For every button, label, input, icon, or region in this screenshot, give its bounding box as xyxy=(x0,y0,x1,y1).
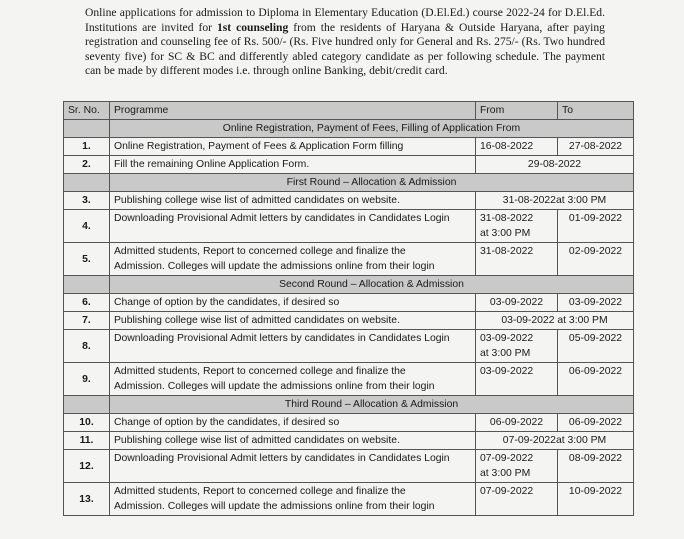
table-row xyxy=(64,414,634,432)
row-sno: 5. xyxy=(64,243,110,276)
row-from-date: 03-09-2022 xyxy=(480,333,534,344)
table-row xyxy=(64,243,634,276)
row-from-date: 31-08-2022 xyxy=(480,213,534,224)
row-from: 31-08-2022 xyxy=(476,243,558,276)
row-programme: Publishing college wise list of admitted candidates on website. xyxy=(110,192,476,210)
row-from-time: at 3:00 PM xyxy=(480,468,531,479)
row-programme: Change of option by the candidates, if desired so xyxy=(110,414,476,432)
intro-paragraph xyxy=(85,6,605,79)
schedule-table xyxy=(63,101,634,516)
row-text-line1: Admitted students, Report to concerned college and finalize the xyxy=(114,486,406,497)
section-row-registration xyxy=(64,120,634,138)
row-from xyxy=(476,330,558,363)
row-programme xyxy=(110,363,476,396)
row-sno: 8. xyxy=(64,330,110,363)
row-programme xyxy=(110,243,476,276)
row-to: 06-09-2022 xyxy=(558,363,634,396)
row-date: 31-08-2022at 3:00 PM xyxy=(476,192,634,210)
row-from: 07-09-2022 xyxy=(476,483,558,516)
row-to: 27-08-2022 xyxy=(558,138,634,156)
row-from xyxy=(476,210,558,243)
table-row xyxy=(64,483,634,516)
row-programme: Downloading Provisional Admit letters by candidates in Candidates Login xyxy=(110,330,476,363)
row-sno: 7. xyxy=(64,312,110,330)
row-programme: Downloading Provisional Admit letters by candidates in Candidates Login xyxy=(110,210,476,243)
row-programme: Fill the remaining Online Application Form. xyxy=(110,156,476,174)
row-sno: 13. xyxy=(64,483,110,516)
row-text-line2: Admission. Colleges will update the admissions online from their login xyxy=(114,501,435,512)
row-from: 16-08-2022 xyxy=(476,138,558,156)
row-sno: 4. xyxy=(64,210,110,243)
row-programme: Change of option by the candidates, if desired so xyxy=(110,294,476,312)
section-row-round2 xyxy=(64,276,634,294)
row-to: 05-09-2022 xyxy=(558,330,634,363)
row-sno: 3. xyxy=(64,192,110,210)
row-text-line2: Admission. Colleges will update the admissions online from their login xyxy=(114,381,435,392)
row-sno: 9. xyxy=(64,363,110,396)
section-row-round1 xyxy=(64,174,634,192)
header-sno: Sr. No. xyxy=(64,102,110,120)
row-programme: Downloading Provisional Admit letters by candidates in Candidates Login xyxy=(110,450,476,483)
table-row xyxy=(64,450,634,483)
table-row xyxy=(64,330,634,363)
intro-text-1: Online applications for admission to Diploma in Elementary Education (D.El.Ed.) course 2022-24 for D.El.Ed. Institutions are invited for xyxy=(85,6,605,34)
section-row-round3 xyxy=(64,396,634,414)
header-to: To xyxy=(558,102,634,120)
table-row xyxy=(64,363,634,396)
row-sno: 12. xyxy=(64,450,110,483)
table-row xyxy=(64,192,634,210)
table-row xyxy=(64,294,634,312)
section-title: Third Round – Allocation & Admission xyxy=(110,396,634,414)
row-text-line1: Admitted students, Report to concerned college and finalize the xyxy=(114,246,406,257)
row-programme xyxy=(110,483,476,516)
row-to: 03-09-2022 xyxy=(558,294,634,312)
row-from: 03-09-2022 xyxy=(476,363,558,396)
intro-bold-counseling: 1st counseling xyxy=(216,20,289,34)
row-sno: 10. xyxy=(64,414,110,432)
table-header-row xyxy=(64,102,634,120)
row-from-time: at 3:00 PM xyxy=(480,228,531,239)
header-from: From xyxy=(476,102,558,120)
row-to: 08-09-2022 xyxy=(558,450,634,483)
row-text-line2: Admission. Colleges will update the admissions online from their login xyxy=(114,261,435,272)
row-date: 03-09-2022 at 3:00 PM xyxy=(476,312,634,330)
table-row xyxy=(64,138,634,156)
table-row xyxy=(64,210,634,243)
section-title: Online Registration, Payment of Fees, Filling of Application From xyxy=(110,120,634,138)
table-row xyxy=(64,432,634,450)
row-programme: Online Registration, Payment of Fees & Application Form filling xyxy=(110,138,476,156)
row-sno: 1. xyxy=(64,138,110,156)
row-to: 01-09-2022 xyxy=(558,210,634,243)
row-sno: 2. xyxy=(64,156,110,174)
table-row xyxy=(64,156,634,174)
row-programme: Publishing college wise list of admitted candidates on website. xyxy=(110,432,476,450)
row-from: 03-09-2022 xyxy=(476,294,558,312)
section-title: First Round – Allocation & Admission xyxy=(110,174,634,192)
row-date: 07-09-2022at 3:00 PM xyxy=(476,432,634,450)
table-row xyxy=(64,312,634,330)
header-programme: Programme xyxy=(110,102,476,120)
row-sno: 11. xyxy=(64,432,110,450)
row-from-date: 07-09-2022 xyxy=(480,453,534,464)
row-programme: Publishing college wise list of admitted candidates on website. xyxy=(110,312,476,330)
section-title: Second Round – Allocation & Admission xyxy=(110,276,634,294)
row-from: 06-09-2022 xyxy=(476,414,558,432)
row-sno: 6. xyxy=(64,294,110,312)
row-from xyxy=(476,450,558,483)
row-to: 06-09-2022 xyxy=(558,414,634,432)
intro-text-2: from the residents of Haryana & Outside Haryana, after paying registration and counseling fee of Rs. 500/- (Rs. Five hundred only for General and Rs. 275/- (Rs. Two hundred seventy five) for SC & BC and differently abled category candidate as per following schedule. The payment can be made by different modes i.e. through online Banking, debit/credit card. xyxy=(85,20,605,78)
row-to: 02-09-2022 xyxy=(558,243,634,276)
row-text-line1: Admitted students, Report to concerned college and finalize the xyxy=(114,366,406,377)
row-date: 29-08-2022 xyxy=(476,156,634,174)
row-from-time: at 3:00 PM xyxy=(480,348,531,359)
row-to: 10-09-2022 xyxy=(558,483,634,516)
